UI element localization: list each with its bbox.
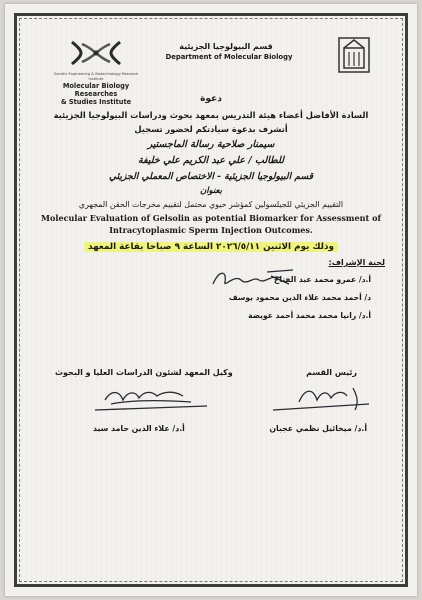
- committee-member-1: أ.د/ عمرو محمد عبد الفتاح: [273, 275, 371, 284]
- committee-member-3: أ.د/ رانيا محمد محمد أحمد عويضة: [248, 311, 371, 320]
- university-emblem: [337, 36, 371, 74]
- thesis-title-en-1: Molecular Evaluation of Gelsolin as potential Biomarker for Assessment of: [41, 213, 381, 223]
- institute-name-1: Molecular Biology Researches: [62, 82, 130, 98]
- vice-dean-name: أ.د/ علاء الدين حامد سيد: [93, 424, 185, 433]
- student-name: للطالب / علي عبد الكريم علي خليفة: [137, 155, 285, 166]
- invitation-line-1: السادة الأفاضل أعضاء هيئة التدريس بمعهد بحوث ودراسات البيولوجيا الجزيئية: [53, 110, 369, 120]
- document-content: [33, 32, 389, 568]
- thesis-title-en-2: Intracytoplasmic Sperm Injection Outcomes.: [109, 225, 313, 235]
- head-of-department-title: رئيس القسم: [306, 368, 357, 377]
- document-sheet: [5, 4, 417, 596]
- date-highlight: وذلك يوم الاثنين ٢٠٢٦/٥/١١ الساعة ٩ صباحا بقاعة المعهد: [84, 242, 338, 252]
- department-name-ar: قسم البيولوجيا الجزيئية: [179, 42, 273, 51]
- invitation-line-3: سيمنار صلاحية رسالة الماجستير: [147, 139, 275, 150]
- dna-logo-icon: [66, 38, 126, 68]
- invitation-title: دعوة: [200, 94, 222, 104]
- seminar-date-line: [33, 242, 389, 252]
- document-border: [14, 13, 408, 587]
- committee-signature-image: [209, 266, 299, 292]
- institute-tiny-text: Genetic Engineering & Biotechnology Research Institute: [53, 72, 139, 81]
- head-of-department-signature-image: [269, 382, 379, 416]
- institute-name-2: & Studies Institute: [60, 98, 132, 106]
- department-specialty: قسم البيولوجيا الجزيئية - الاختصاص المعملي الجزيئي: [108, 171, 314, 182]
- invitation-line-2: أتشرف بدعوة سيادتكم لحضور تسجيل: [134, 124, 288, 134]
- committee-heading: لجنة الإشراف:: [328, 258, 385, 267]
- committee-member-2: د/ أحمد محمد علاء الدين محمود يوسف: [228, 293, 371, 302]
- university-emblem-icon: [337, 36, 371, 74]
- head-of-department-name: أ.د/ ميخائيل نظمي عجبان: [269, 424, 367, 433]
- vice-dean-title: وكيل المعهد لشئون الدراسات العليا و البحوث: [55, 368, 233, 377]
- department-name-en: Department of Molecular Biology: [165, 53, 293, 61]
- vice-dean-signature-image: [91, 382, 211, 416]
- thesis-label: بعنوان: [199, 186, 223, 196]
- thesis-title-ar: التقييم الجزيئي للجيلسولين كمؤشر حيوي محتمل لتقييم مخرجات الحقن المجهري: [78, 200, 344, 209]
